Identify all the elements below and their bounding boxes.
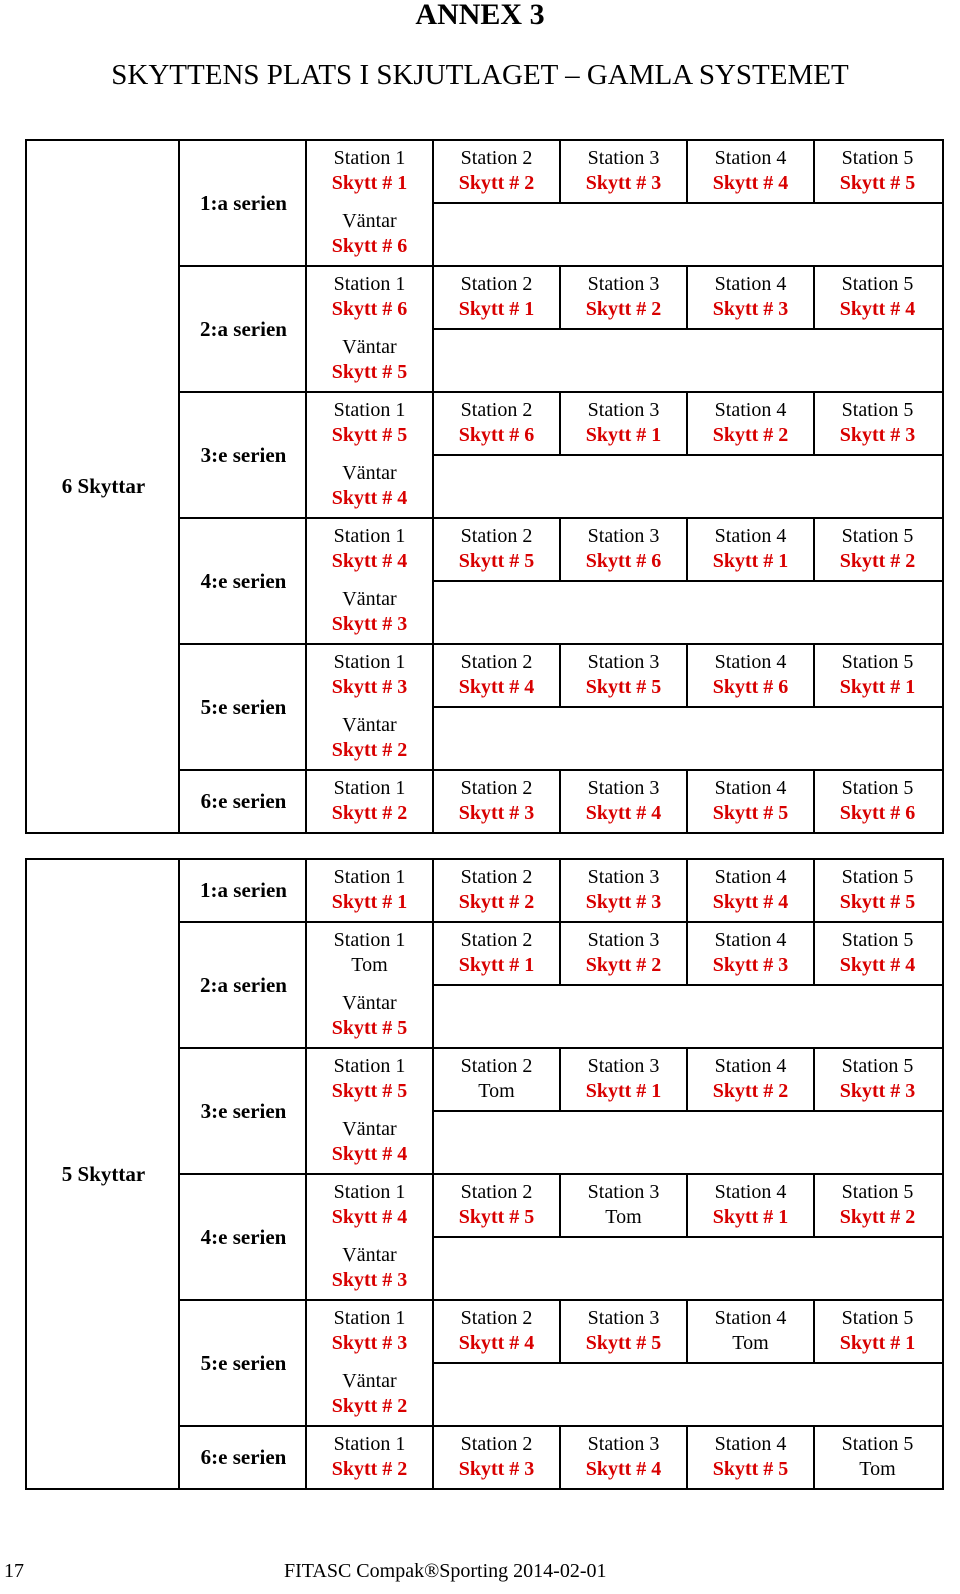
station-label: Station 5 xyxy=(841,1055,914,1077)
station-label: Väntar xyxy=(342,336,397,358)
shooter-label: Skytt # 3 xyxy=(839,1080,916,1102)
station-label: Station 1 xyxy=(333,399,406,421)
station-label: Station 4 xyxy=(714,147,787,169)
series-label: 1:a serien xyxy=(200,190,287,215)
shooter-label: Skytt # 3 xyxy=(585,172,662,194)
shooter-label: Skytt # 3 xyxy=(458,1458,535,1480)
station-label: Station 4 xyxy=(714,399,787,421)
shooter-label: Skytt # 3 xyxy=(839,424,916,446)
station-label: Station 5 xyxy=(841,1181,914,1203)
station-label: Station 2 xyxy=(460,651,533,673)
station-label: Station 4 xyxy=(714,651,787,673)
series-label: 4:e serien xyxy=(200,1224,287,1249)
station-label: Station 3 xyxy=(587,777,660,799)
series-label: 6:e serien xyxy=(200,1445,287,1469)
station-label: Väntar xyxy=(342,1370,397,1392)
station-label: Station 5 xyxy=(841,651,914,673)
shooter-label: Skytt # 1 xyxy=(458,954,535,976)
footer-page-number: 17 xyxy=(4,1560,24,1582)
station-label: Station 4 xyxy=(714,777,787,799)
shooter-label: Skytt # 3 xyxy=(331,613,408,635)
series-label: 4:e serien xyxy=(200,568,287,593)
shooter-label: Skytt # 1 xyxy=(585,1080,662,1102)
station-label: Station 2 xyxy=(460,525,533,547)
station-label: Station 2 xyxy=(460,1055,533,1077)
station-label: Station 3 xyxy=(587,273,660,295)
shooter-label: Skytt # 3 xyxy=(331,676,408,698)
shooter-label: Skytt # 1 xyxy=(458,298,535,320)
station-label: Station 2 xyxy=(460,929,533,951)
shooter-label: Skytt # 4 xyxy=(839,298,916,320)
station-label: Station 5 xyxy=(841,929,914,951)
shooter-label: Skytt # 2 xyxy=(458,891,535,913)
station-label: Station 1 xyxy=(333,777,406,799)
station-label: Väntar xyxy=(342,210,397,232)
shooter-label: Skytt # 2 xyxy=(712,424,789,446)
station-label: Väntar xyxy=(342,588,397,610)
shooter-label: Skytt # 5 xyxy=(839,172,916,194)
shooter-label: Skytt # 2 xyxy=(712,1080,789,1102)
shooter-label: Skytt # 5 xyxy=(331,1080,408,1102)
shooter-label: Skytt # 6 xyxy=(458,424,535,446)
shooter-label: Skytt # 5 xyxy=(458,550,535,572)
shooter-label: Skytt # 2 xyxy=(331,1458,408,1480)
station-label: Väntar xyxy=(342,992,397,1014)
empty-label: Tom xyxy=(478,1080,515,1102)
station-label: Station 5 xyxy=(841,1307,914,1329)
station-label: Station 4 xyxy=(714,525,787,547)
footer-text: FITASC Compak®Sporting 2014-02-01 xyxy=(284,1560,607,1582)
station-label: Station 5 xyxy=(841,777,914,799)
station-label: Station 4 xyxy=(714,1307,787,1329)
station-label: Väntar xyxy=(342,714,397,736)
shooter-label: Skytt # 1 xyxy=(839,676,916,698)
shooter-label: Skytt # 4 xyxy=(585,1458,662,1480)
shooter-label: Skytt # 5 xyxy=(712,1458,789,1480)
shooter-label: Skytt # 5 xyxy=(331,424,408,446)
shooter-label: Skytt # 5 xyxy=(585,676,662,698)
shooter-label: Skytt # 1 xyxy=(585,424,662,446)
shooter-label: Skytt # 2 xyxy=(585,954,662,976)
shooter-label: Skytt # 1 xyxy=(712,550,789,572)
shooter-label: Skytt # 3 xyxy=(331,1269,408,1291)
series-label: 2:a serien xyxy=(200,972,287,997)
station-label: Station 2 xyxy=(460,273,533,295)
station-label: Station 5 xyxy=(841,525,914,547)
shooter-label: Skytt # 4 xyxy=(458,1332,535,1354)
shooter-label: Skytt # 5 xyxy=(712,802,789,824)
shooter-label: Skytt # 2 xyxy=(585,298,662,320)
station-label: Station 3 xyxy=(587,929,660,951)
station-label: Station 5 xyxy=(841,399,914,421)
empty-label: Tom xyxy=(605,1206,642,1228)
shooter-label: Skytt # 3 xyxy=(712,298,789,320)
shooter-label: Skytt # 1 xyxy=(331,172,408,194)
station-label: Station 1 xyxy=(333,866,406,888)
station-label: Station 1 xyxy=(333,273,406,295)
station-label: Station 1 xyxy=(333,1181,406,1203)
shooter-label: Skytt # 4 xyxy=(839,954,916,976)
shooter-label: Skytt # 6 xyxy=(839,802,916,824)
shooter-label: Skytt # 6 xyxy=(585,550,662,572)
station-label: Station 4 xyxy=(714,929,787,951)
station-label: Station 1 xyxy=(333,1433,406,1455)
shooter-label: Skytt # 2 xyxy=(331,739,408,761)
station-label: Station 3 xyxy=(587,651,660,673)
shooter-label: Skytt # 4 xyxy=(712,891,789,913)
shooter-label: Skytt # 6 xyxy=(331,235,408,257)
series-label: 1:a serien xyxy=(200,878,287,902)
empty-label: Tom xyxy=(732,1332,769,1354)
page-subtitle: SKYTTENS PLATS I SKJUTLAGET – GAMLA SYSTEMET xyxy=(111,59,849,91)
shooter-label: Skytt # 3 xyxy=(712,954,789,976)
shooter-label: Skytt # 1 xyxy=(331,891,408,913)
station-label: Station 3 xyxy=(587,866,660,888)
station-label: Station 1 xyxy=(333,147,406,169)
station-label: Station 3 xyxy=(587,1307,660,1329)
station-label: Station 3 xyxy=(587,147,660,169)
station-label: Station 5 xyxy=(841,1433,914,1455)
shooter-label: Skytt # 2 xyxy=(458,172,535,194)
page-heading: ANNEX 3 xyxy=(415,0,545,31)
shooter-label: Skytt # 3 xyxy=(331,1332,408,1354)
shooter-label: Skytt # 2 xyxy=(839,550,916,572)
group-label: 6 Skyttar xyxy=(61,474,146,498)
station-label: Station 2 xyxy=(460,866,533,888)
station-label: Station 3 xyxy=(587,1055,660,1077)
series-label: 2:a serien xyxy=(200,316,287,341)
series-label: 3:e serien xyxy=(200,442,287,467)
station-label: Station 3 xyxy=(587,525,660,547)
shooter-label: Skytt # 4 xyxy=(458,676,535,698)
station-label: Station 4 xyxy=(714,866,787,888)
series-label: 6:e serien xyxy=(200,789,287,813)
empty-label: Tom xyxy=(859,1458,896,1480)
station-label: Station 1 xyxy=(333,929,406,951)
station-label: Station 2 xyxy=(460,399,533,421)
station-label: Station 4 xyxy=(714,273,787,295)
shooter-label: Skytt # 5 xyxy=(331,1017,408,1039)
station-label: Station 2 xyxy=(460,1307,533,1329)
shooter-label: Skytt # 5 xyxy=(331,361,408,383)
series-label: 3:e serien xyxy=(200,1098,287,1123)
station-label: Station 1 xyxy=(333,525,406,547)
shooter-label: Skytt # 2 xyxy=(331,802,408,824)
station-label: Station 3 xyxy=(587,399,660,421)
station-label: Station 2 xyxy=(460,777,533,799)
station-label: Station 2 xyxy=(460,1433,533,1455)
station-label: Station 3 xyxy=(587,1181,660,1203)
shooter-label: Skytt # 3 xyxy=(458,802,535,824)
station-label: Väntar xyxy=(342,1244,397,1266)
shooter-label: Skytt # 2 xyxy=(839,1206,916,1228)
group-label: 5 Skyttar xyxy=(61,1161,146,1186)
station-label: Station 1 xyxy=(333,1307,406,1329)
shooter-label: Skytt # 6 xyxy=(331,298,408,320)
shooter-label: Skytt # 4 xyxy=(712,172,789,194)
shooter-label: Skytt # 4 xyxy=(585,802,662,824)
station-label: Station 4 xyxy=(714,1433,787,1455)
shooter-label: Skytt # 6 xyxy=(712,676,789,698)
shooter-label: Skytt # 1 xyxy=(712,1206,789,1228)
station-label: Station 5 xyxy=(841,147,914,169)
shooter-label: Skytt # 4 xyxy=(331,487,408,509)
shooter-label: Skytt # 2 xyxy=(331,1395,408,1417)
shooter-label: Skytt # 4 xyxy=(331,1206,408,1228)
station-label: Väntar xyxy=(342,1118,397,1140)
station-label: Station 5 xyxy=(841,273,914,295)
station-label: Station 5 xyxy=(841,866,914,888)
shooter-label: Skytt # 4 xyxy=(331,1143,408,1165)
shooter-label: Skytt # 5 xyxy=(585,1332,662,1354)
empty-label: Tom xyxy=(351,954,388,976)
station-label: Station 1 xyxy=(333,1055,406,1077)
shooter-label: Skytt # 1 xyxy=(839,1332,916,1354)
station-label: Station 2 xyxy=(460,1181,533,1203)
shooter-label: Skytt # 5 xyxy=(458,1206,535,1228)
station-label: Väntar xyxy=(342,462,397,484)
station-label: Station 2 xyxy=(460,147,533,169)
station-label: Station 4 xyxy=(714,1181,787,1203)
series-label: 5:e serien xyxy=(200,694,287,719)
station-label: Station 1 xyxy=(333,651,406,673)
shooter-label: Skytt # 5 xyxy=(839,891,916,913)
station-label: Station 3 xyxy=(587,1433,660,1455)
shooter-label: Skytt # 3 xyxy=(585,891,662,913)
shooter-label: Skytt # 4 xyxy=(331,550,408,572)
series-label: 5:e serien xyxy=(200,1350,287,1375)
station-label: Station 4 xyxy=(714,1055,787,1077)
